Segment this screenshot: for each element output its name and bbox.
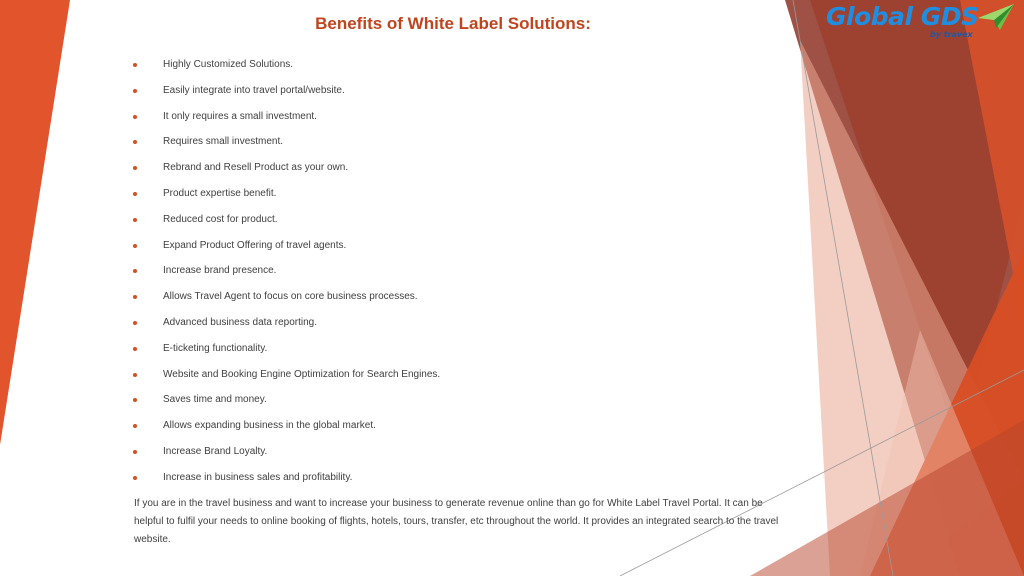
bullet-icon (133, 115, 137, 119)
list-item: E-ticketing functionality. (133, 341, 440, 367)
list-item: Increase Brand Loyalty. (133, 444, 440, 470)
logo-brand-text: Global GDS (826, 2, 979, 31)
logo-tagline: by travex (930, 30, 973, 39)
bullet-icon (133, 295, 137, 299)
bullet-icon (133, 89, 137, 93)
bullet-icon (133, 347, 137, 351)
list-item: Requires small investment. (133, 134, 440, 160)
bullet-icon (133, 398, 137, 402)
bullet-icon (133, 192, 137, 196)
list-item: Increase brand presence. (133, 263, 440, 289)
benefits-list (133, 57, 440, 496)
bullet-icon (133, 450, 137, 454)
bullet-icon (133, 424, 137, 428)
list-item: Rebrand and Resell Product as your own. (133, 160, 440, 186)
bullet-icon (133, 476, 137, 480)
list-item: It only requires a small investment. (133, 109, 440, 135)
list-item: Allows Travel Agent to focus on core business processes. (133, 289, 440, 315)
summary-paragraph: If you are in the travel business and want to increase your business to generate revenue online than go for White Label Travel Portal. It can be helpful to fulfil your needs to online booking of flights, hotels, tours, transfer, etc throughout the world. It provides an integrated search to the travel website. (134, 498, 779, 545)
list-item: Increase in business sales and profitability. (133, 470, 440, 496)
list-item: Product expertise benefit. (133, 186, 440, 212)
page-title: Benefits of White Label Solutions: (315, 14, 591, 33)
bullet-icon (133, 140, 137, 144)
bullet-icon (133, 218, 137, 222)
list-item: Advanced business data reporting. (133, 315, 440, 341)
bullet-icon (133, 244, 137, 248)
list-item: Easily integrate into travel portal/website. (133, 83, 440, 109)
list-item: Allows expanding business in the global market. (133, 418, 440, 444)
bullet-icon (133, 166, 137, 170)
bullet-icon (133, 373, 137, 377)
paper-plane-icon (976, 2, 1016, 32)
list-item: Expand Product Offering of travel agents. (133, 238, 440, 264)
bullet-icon (133, 269, 137, 273)
list-item: Reduced cost for product. (133, 212, 440, 238)
list-item: Saves time and money. (133, 392, 440, 418)
bullet-icon (133, 321, 137, 325)
list-item: Highly Customized Solutions. (133, 57, 440, 83)
bullet-icon (133, 63, 137, 67)
list-item: Website and Booking Engine Optimization for Search Engines. (133, 367, 440, 393)
left-wedge (0, 0, 70, 445)
